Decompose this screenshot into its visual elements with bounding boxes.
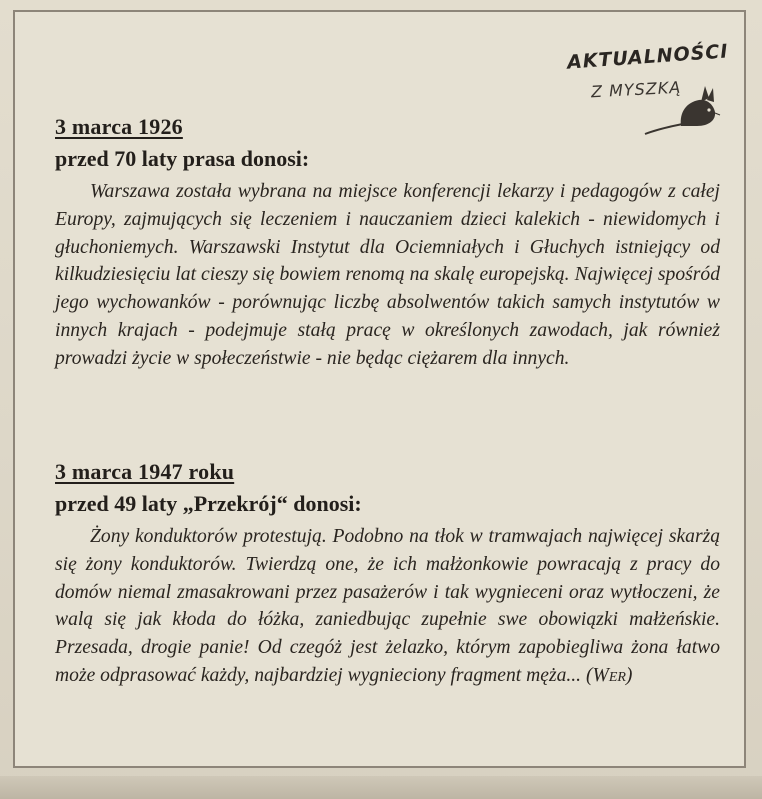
page-bottom-strip <box>0 776 762 799</box>
item-source: przed 70 laty prasa donosi: <box>55 146 310 171</box>
news-item-1926 <box>55 113 720 373</box>
item-text: Warszawa została wybrana na miejsce konferencji lekarzy i pedagogów z całej Europy, zajmujących się leczeniem i nauczaniem dzieci kalekich - niewidomych i głuchoniemych. Warszawski Instytut dla Ociemniałych i Głuchych istniejący od kilkudziesięciu lat cieszy się bowiem renomą na skalę europejską. Najwięcej spośród jego wychowanków - porównując liczbę absolwentów takich samych instytutów w innych krajach - podejmuje stałą pracę w określonych zawodach, jak również prowadzi życie w społeczeństwie - nie będąc ciężarem dla innych. <box>55 181 720 369</box>
item-text-wrapper <box>55 523 720 690</box>
logo-subtitle: Z MYSZKĄ <box>590 77 682 102</box>
item-text: Żony konduktorów protestują. Podobno na tłok w tramwajach najwięcej skarżą się żony konduktorów. Twierdzą one, że ich małżonkowie powracają z pracy do domów niemal zmasakrowani przez pasażerów i tak wygnieceni oraz wytłoczeni, że walą się jak kłoda do łóżka, zaniedbując zupełnie swe obowiązki małżeńskie. Przesada, drogie panie! Od czegóż jest żelazko, którym zapobiegliwa żona łatwo może odprasować każdy, najbardziej wygnieciony fragment męża... <box>55 526 720 686</box>
item-source: przed 49 laty „Przekrój“ donosi: <box>55 491 362 516</box>
item-author: (Wer) <box>585 664 633 686</box>
news-item-1947 <box>55 458 720 690</box>
item-date: 3 marca 1947 roku <box>55 459 235 484</box>
logo-title: AKTUALNOŚCI <box>566 40 730 74</box>
item-date: 3 marca 1926 <box>55 114 183 139</box>
